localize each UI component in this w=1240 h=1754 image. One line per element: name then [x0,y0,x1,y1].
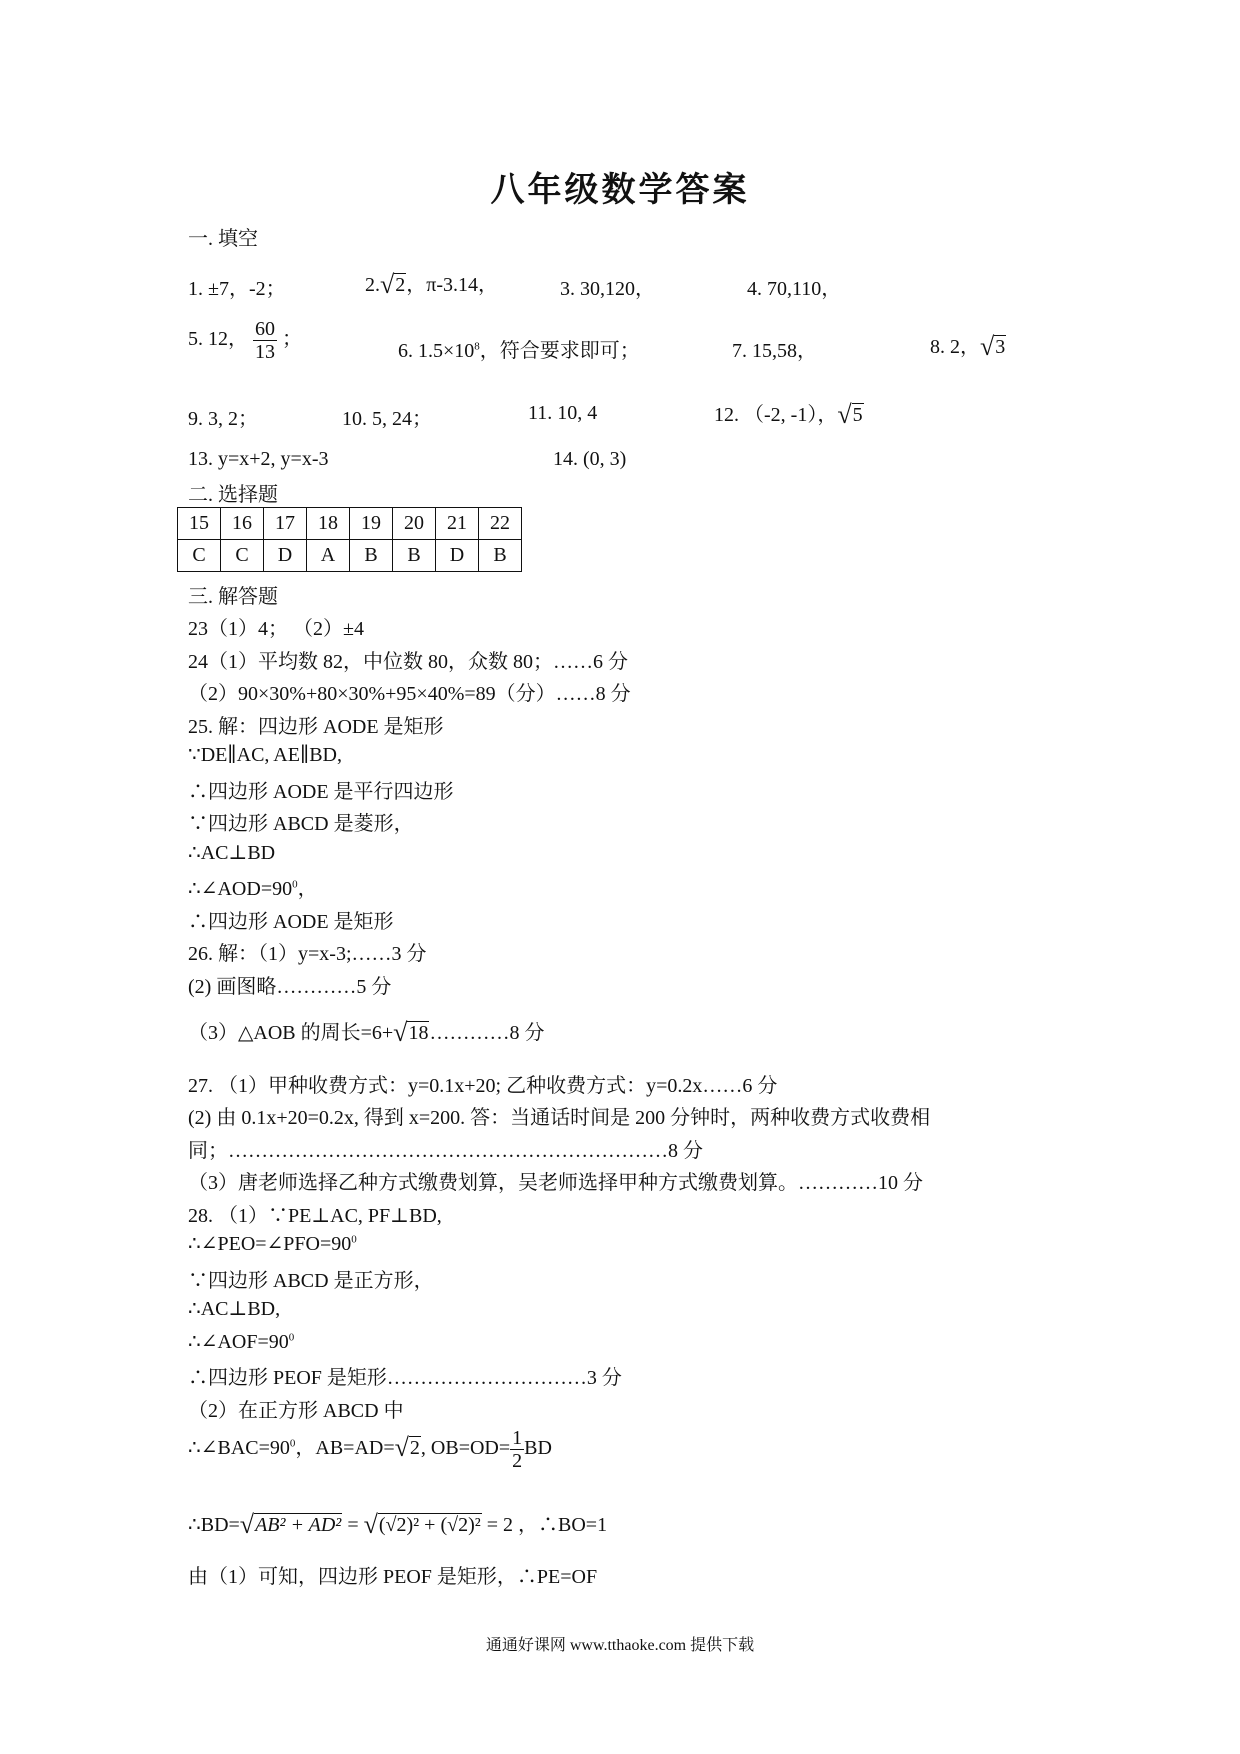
table-cell: 22 [479,508,522,540]
solution-line: ∵DE∥AC, AE∥BD, [188,744,342,766]
table-cell: 18 [307,508,350,540]
answer-q1: 1. ±7，-2； [188,278,286,300]
answer-q13: 13. y=x+2, y=x-3 [188,448,329,470]
solution-text: ∴∠AOD=90 [188,878,293,900]
answer-q8-prefix: 8. 2， [930,336,980,358]
answer-q5-prefix: 5. 12， [188,328,248,351]
answer-q5 [188,318,302,363]
solution-text: , OB=OD= [420,1437,511,1460]
sqrt-symbol: √AB² + AD² [239,1510,342,1539]
degree-superscript: 0 [292,878,298,891]
degree-superscript: 0 [289,1437,296,1450]
table-cell: 15 [178,508,221,540]
sqrt-symbol: √2 [380,270,406,299]
solution-line: (2) 画图略…………5 分 [188,976,392,998]
solution-line [188,1427,552,1472]
answer-q3: 3. 30,120， [560,278,655,300]
answer-q8 [930,330,1006,362]
solution-text: …………8 分 [429,1022,545,1044]
sqrt-symbol: √5 [837,400,863,429]
solution-line [188,872,318,901]
table-cell: 21 [436,508,479,540]
table-cell: 17 [264,508,307,540]
answer-q2 [365,268,498,300]
solution-line: 同；…………………………………………………………8 分 [188,1140,703,1162]
sqrt-radicand: 5 [852,404,863,426]
solution-line: ∴AC⊥BD [188,842,276,864]
table-cell: D [264,540,307,572]
table-cell: 19 [350,508,393,540]
solution-line: ∵四边形 ABCD 是菱形， [188,813,414,835]
sqrt-symbol: √18 [393,1018,429,1047]
table-cell: 20 [393,508,436,540]
answer-q14: 14. (0, 3) [553,448,627,470]
answer-q12 [714,398,864,430]
solution-text: BD [524,1437,552,1460]
solution-text: ∴∠AOF=90 [188,1331,289,1353]
answer-q12-prefix: 12. （-2, -1）， [714,404,838,426]
answer-q6 [398,334,640,363]
answer-q2-number: 2. [365,274,380,296]
sqrt-radicand: 3 [995,336,1006,358]
table-cell: C [178,540,221,572]
table-cell: B [393,540,436,572]
solution-text: = 2 ，∴BO=1 [486,1514,608,1536]
solution-line: ∴四边形 PEOF 是矩形…………………………3 分 [188,1367,622,1389]
table-cell: B [479,540,522,572]
page-title: 八年级数学答案 [490,172,750,209]
solution-line: ∴四边形 AODE 是平行四边形 [188,781,454,803]
sqrt-symbol: √3 [980,332,1006,361]
section-heading-choice: 二. 选择题 [188,484,278,506]
solution-line: 由（1）可知，四边形 PEOF 是矩形，∴PE=OF [188,1566,598,1588]
sqrt-symbol: √(√2)² + (√2)² [363,1510,481,1539]
solution-text: （3）△AOB 的周长=6+ [188,1022,394,1044]
fraction-numerator: 1 [512,1427,523,1449]
solution-line: 26. 解：（1）y=x-3;……3 分 [188,943,427,965]
sqrt-symbol: √2 [394,1433,420,1463]
fraction [253,318,277,363]
solution-line: 28. （1）∵PE⊥AC, PF⊥BD, [188,1205,442,1227]
footer-credit: 通通好课网 www.tthaoke.com 提供下载 [485,1637,755,1654]
solution-text: ∴∠PEO=∠PFO=90 [188,1233,352,1255]
table-row-answers [178,540,522,572]
table-cell: 16 [221,508,264,540]
solution-line [188,1508,607,1540]
solution-line: ∴AC⊥BD, [188,1298,281,1320]
answer-q6-exponent: 8 [474,340,480,353]
answer-q9: 9. 3, 2； [188,408,258,430]
solution-line: （2）90×30%+80×30%+95×40%=89（分）……8 分 [188,683,631,705]
solution-line: （3）唐老师选择乙种方式缴费划算，吴老师选择甲种方式缴费划算。…………10 分 [188,1172,923,1194]
degree-superscript: 0 [288,1331,295,1344]
table-cell: C [221,540,264,572]
solution-line: ∴四边形 AODE 是矩形 [188,911,394,933]
answer-q10: 10. 5, 24； [342,408,432,430]
sqrt-radicand: 18 [408,1022,429,1044]
table-cell: D [436,540,479,572]
solution-text: ，AB=AD= [295,1437,395,1460]
solution-line [188,1016,544,1048]
answer-q11: 11. 10, 4 [528,402,598,424]
fraction-denominator: 2 [512,1450,523,1472]
answer-q2-rest: ，π-3.14， [406,274,499,296]
answer-q6-text: 6. 1.5×10 [398,340,475,362]
degree-superscript: 0 [351,1233,357,1246]
table-cell: A [307,540,350,572]
sqrt-radicand: 2 [395,274,406,296]
answer-q7: 7. 15,58， [732,340,817,362]
solution-line [188,1329,294,1354]
solution-line: (2) 由 0.1x+20=0.2x, 得到 x=200. 答：当通话时间是 200 分钟时，两种收费方式收费相 [188,1107,931,1129]
answer-q5-suffix: ； [282,328,302,351]
solution-text: = [347,1514,359,1536]
sqrt-radicand: (√2)² + (√2)² [378,1514,481,1536]
sqrt-radicand: 2 [409,1437,420,1460]
solution-line: ∵四边形 ABCD 是正方形， [188,1270,434,1292]
answer-q4: 4. 70,110， [747,278,842,300]
solution-line: 23（1）4； （2）±4 [188,618,364,640]
solution-line: 24（1）平均数 82，中位数 80，众数 80；……6 分 [188,651,628,673]
solution-text: ， [297,878,318,900]
solution-line [188,1231,357,1256]
fraction-denominator: 13 [255,341,275,363]
solution-line: 27. （1）甲种收费方式：y=0.1x+20; 乙种收费方式：y=0.2x……6 分 [188,1075,778,1097]
solution-line: （2）在正方形 ABCD 中 [188,1400,404,1422]
answer-q6-rest: ，符合要求即可； [479,340,640,362]
fraction-numerator: 60 [255,318,275,340]
table-cell: B [350,540,393,572]
section-heading-fill: 一. 填空 [188,228,258,250]
fraction [510,1427,524,1472]
solution-line: 25. 解：四边形 AODE 是矩形 [188,716,444,738]
sqrt-radicand: AB² + AD² [255,1514,342,1536]
section-heading-solutions: 三. 解答题 [188,586,278,608]
table-row-numbers [178,508,522,540]
solution-text: ∴BD= [188,1514,240,1536]
solution-text: ∴∠BAC=90 [188,1437,290,1460]
choice-answer-table [177,507,522,572]
